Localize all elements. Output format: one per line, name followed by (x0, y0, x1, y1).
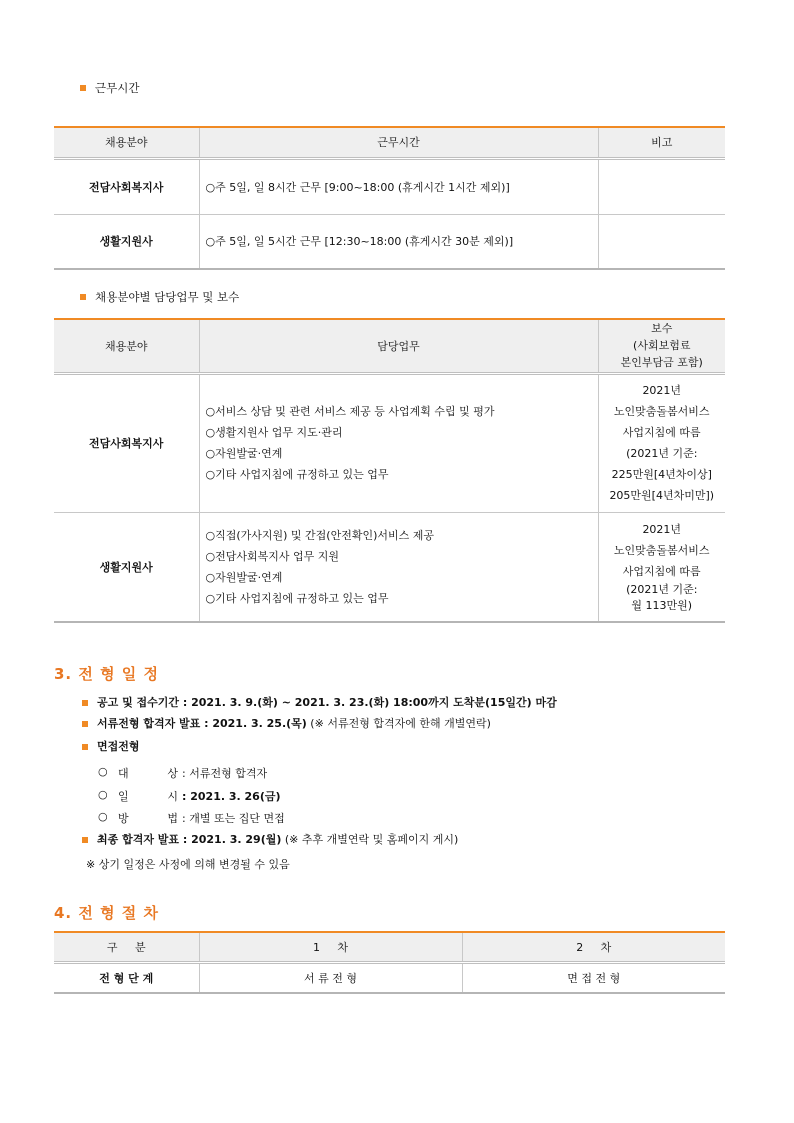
col-header-hours: 근무시간 (199, 127, 598, 158)
interview-label (118, 788, 182, 804)
row-field: 생활지원사 (54, 512, 199, 622)
procedure-table (54, 931, 725, 994)
interview-label-char: 일 (118, 790, 129, 803)
pay-line: (2021년 기준: (626, 583, 698, 597)
bullet-square-icon (80, 294, 86, 300)
duty-item: ○서비스 상담 및 관련 서비스 제공 등 사업계획 수립 및 평가 (205, 405, 495, 418)
schedule-item (82, 736, 140, 758)
schedule-notice: ※ 상기 일정은 사정에 의해 변경될 수 있음 (86, 858, 290, 871)
work-hours-heading-text: 근무시간 (95, 81, 140, 95)
interview-value: : 개별 또는 집단 면접 (182, 812, 285, 825)
pay-line: 월 113만원) (631, 599, 693, 613)
row-duties (199, 512, 598, 622)
row-hours: ○주 5일, 일 8시간 근무 [9:00~18:00 (휴게시간 1시간 제외)] (199, 158, 598, 214)
bullet-square-icon (82, 700, 88, 706)
pay-line: 225만원[4년차이상] (611, 468, 712, 481)
work-hours-table (54, 126, 725, 270)
row-field: 생활지원사 (54, 214, 199, 269)
duty-item: ○생활지원사 업무 지도·관리 (205, 426, 343, 439)
table-header-row (54, 319, 725, 373)
duty-item: ○기타 사업지침에 규정하고 있는 업무 (205, 591, 389, 605)
bullet-square-icon (82, 721, 88, 727)
interview-label (118, 810, 182, 826)
duty-item: ○자원발굴·연계 (205, 447, 283, 460)
circle-bullet: ○ (98, 788, 108, 801)
interview-value: : 서류전형 합격자 (182, 767, 268, 780)
stage1-value: 서 류 전 형 (199, 962, 462, 993)
col-header-stage2: 2 차 (462, 932, 725, 962)
bullet-square-icon (80, 85, 86, 91)
duty-item: ○전담사회복지사 업무 지원 (205, 549, 339, 563)
interview-label-char: 시 (167, 790, 178, 803)
table-row (54, 158, 725, 214)
row-duties (199, 373, 598, 512)
col-header-note: 비고 (598, 127, 725, 158)
table-header-row (54, 127, 725, 158)
pay-line: 노인맞춤돌봄서비스 (613, 544, 710, 558)
bullet-square-icon (82, 837, 88, 843)
pay-header-line: (사회보험료 (633, 339, 691, 353)
col-header-pay (598, 319, 725, 373)
schedule-item (82, 713, 491, 735)
circle-bullet: ○ (98, 765, 108, 778)
row-hours: ○주 5일, 일 5시간 근무 [12:30~18:00 (휴게시간 30분 제외)] (199, 214, 598, 269)
row-pay (598, 373, 725, 512)
pay-line: 사업지침에 따름 (622, 426, 701, 439)
table-header-row (54, 932, 725, 962)
pay-line: 2021년 (642, 523, 682, 537)
col-header-field: 채용분야 (54, 127, 199, 158)
pay-line: 사업지침에 따름 (622, 565, 701, 579)
pay-line: 205만원[4년차미만]) (609, 489, 715, 502)
interview-label (118, 765, 182, 781)
schedule-item-label: 면접전형 (97, 740, 140, 753)
row-field: 전담사회복지사 (54, 158, 199, 214)
col-header-duty: 담당업무 (199, 319, 598, 373)
duty-item: ○직접(가사지원) 및 간접(안전확인)서비스 제공 (205, 528, 435, 542)
duties-table (54, 318, 725, 623)
schedule-item-note: (※ 추후 개별연락 및 홈페이지 게시) (281, 833, 459, 846)
col-header-field: 채용분야 (54, 319, 199, 373)
interview-label-char: 대 (118, 767, 129, 780)
row-note (598, 158, 725, 214)
table-row (54, 214, 725, 269)
pay-header-line: 보수 (651, 322, 673, 336)
pay-line: 2021년 (642, 384, 682, 397)
schedule-item-note: (※ 서류전형 합격자에 한해 개별연락) (306, 717, 491, 730)
col-header-stage1: 1 차 (199, 932, 462, 962)
interview-detail (98, 765, 267, 781)
row-pay (598, 512, 725, 622)
work-hours-heading (80, 80, 139, 96)
pay-header-line: 본인부담금 포함) (620, 356, 703, 370)
section4-title: 4. 전 형 절 차 (54, 904, 159, 922)
row-label: 전 형 단 계 (54, 962, 199, 993)
circle-bullet: ○ (98, 810, 108, 823)
duty-item: ○기타 사업지침에 규정하고 있는 업무 (205, 468, 389, 481)
duties-heading-text: 채용분야별 담당업무 및 보수 (95, 290, 240, 304)
row-field: 전담사회복지사 (54, 373, 199, 512)
table-row (54, 962, 725, 993)
interview-detail (98, 810, 285, 826)
schedule-item (82, 692, 557, 714)
interview-label-char: 상 (167, 767, 178, 780)
schedule-item-label: 공고 및 접수기간 : 2021. 3. 9.(화) ~ 2021. 3. 23.(화) 18:00까지 도착분(15일간) 마감 (97, 696, 557, 709)
interview-detail (98, 788, 281, 804)
schedule-item (82, 829, 458, 851)
schedule-item-label: 최종 합격자 발표 : 2021. 3. 29(월) (97, 833, 282, 846)
bullet-square-icon (82, 744, 88, 750)
pay-line: (2021년 기준: (626, 447, 698, 460)
section3-title: 3. 전 형 일 정 (54, 665, 159, 683)
schedule-item-label: 서류전형 합격자 발표 : 2021. 3. 25.(목) (97, 717, 307, 730)
interview-label-char: 방 (118, 812, 129, 825)
table-row (54, 512, 725, 622)
interview-value: : 2021. 3. 26(금) (182, 790, 281, 803)
duty-item: ○자원발굴·연계 (205, 570, 283, 584)
stage2-value: 면 접 전 형 (462, 962, 725, 993)
interview-label-char: 법 (167, 812, 178, 825)
row-note (598, 214, 725, 269)
pay-line: 노인맞춤돌봄서비스 (613, 405, 710, 418)
duties-heading (80, 289, 239, 305)
col-header-category: 구 분 (54, 932, 199, 962)
table-row (54, 373, 725, 512)
